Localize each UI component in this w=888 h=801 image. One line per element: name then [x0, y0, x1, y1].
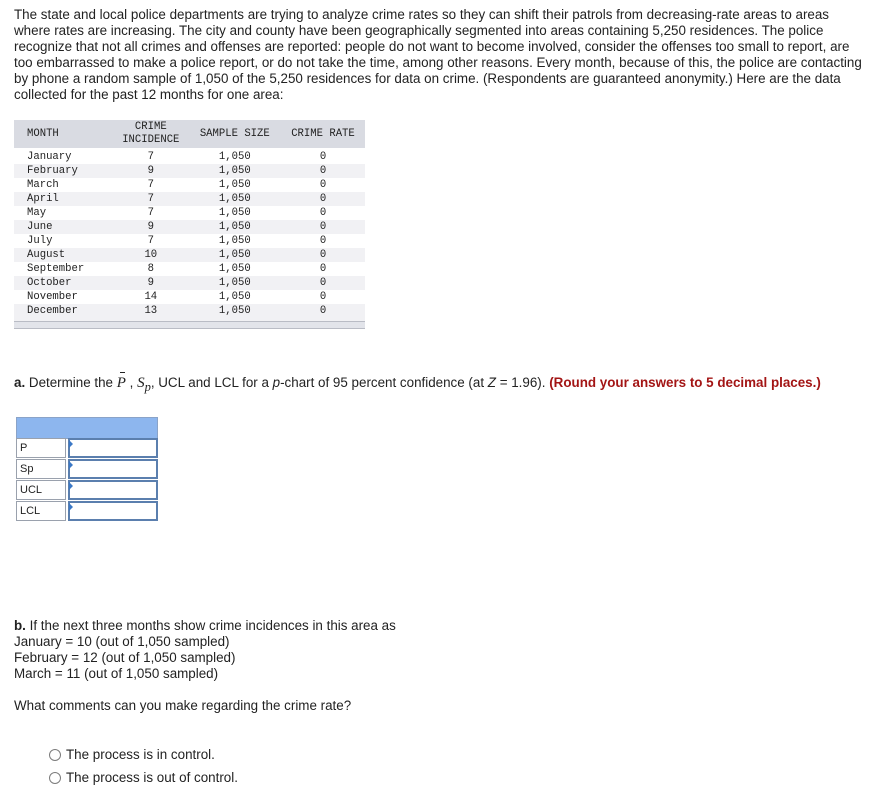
part-a-prompt	[14, 374, 821, 396]
cell-sample-size: 1,050	[189, 192, 281, 206]
table-footer-bar	[14, 321, 365, 329]
cell-month: December	[14, 304, 113, 324]
answer-input-sp[interactable]	[68, 459, 158, 479]
part-a-letter: a.	[14, 375, 26, 390]
answer-row	[16, 459, 158, 479]
part-b-question: What comments can you make regarding the crime rate?	[14, 698, 352, 713]
answer-row	[16, 438, 158, 458]
answer-options	[49, 743, 238, 789]
answer-input-lcl[interactable]	[68, 501, 158, 521]
table-row	[14, 178, 365, 192]
cell-month: November	[27, 291, 78, 303]
cell-sample-size: 1,050	[189, 220, 281, 234]
header-incidence-line1: CRIME	[134, 121, 167, 133]
sp-symbol	[137, 375, 151, 394]
cell-crime-rate: 0	[319, 291, 327, 303]
cell-month: January	[27, 151, 72, 163]
cell-crime-rate: 0	[281, 248, 365, 262]
cell-month: June	[14, 220, 113, 234]
cell-month: September	[27, 263, 85, 275]
problem-intro: The state and local police departments are trying to analyze crime rates so they can shift their patrols from decreasing-rate areas to areas where rates are increasing. The city and county have been geographically segmented into areas containing 5,250 residences. The police recognize that not all crimes and offenses are reported: people do not want to become involved, consider the offenses too small to report, are too embarrassed to make a police report, or do not take the time, among other reasons. Every month, because of this, the police are contacting by phone a random sample of 1,050 of the 5,250 residences for data on crime. (Respondents are guaranteed anonymity.) Here are the data collected for the past 12 months for one area:	[14, 7, 862, 102]
cell-sample-size: 1,050	[218, 263, 251, 275]
p-bar-symbol: P	[116, 375, 126, 391]
table-row	[14, 164, 365, 178]
table-header-row	[14, 120, 365, 148]
cell-sample-size: 1,050	[218, 235, 251, 247]
cell-sample-size: 1,050	[189, 164, 281, 178]
cell-incidence: 9	[113, 164, 189, 178]
answer-input-p[interactable]	[68, 438, 158, 458]
cell-incidence: 13	[113, 304, 189, 324]
header-sample-size: SAMPLE SIZE	[189, 120, 281, 148]
cell-sample-size: 1,050	[218, 291, 251, 303]
answer-label: P	[16, 438, 66, 458]
cell-sample-size: 1,050	[218, 179, 251, 191]
p-chart-symbol: p	[272, 375, 281, 390]
cell-incidence: 7	[147, 151, 154, 163]
crime-data-table	[14, 120, 365, 324]
cell-crime-rate: 0	[319, 151, 327, 163]
table-row	[14, 148, 365, 164]
part-a-comma: ,	[125, 375, 138, 390]
sp-sub: p	[144, 380, 151, 394]
option-in-control[interactable]	[49, 743, 238, 766]
sp-s: S	[137, 375, 145, 391]
table-row	[14, 248, 365, 262]
cell-crime-rate: 0	[319, 207, 327, 219]
radio-button-icon[interactable]	[49, 749, 61, 761]
table-row	[14, 276, 365, 290]
cell-sample-size: 1,050	[189, 304, 281, 324]
cell-incidence: 10	[113, 248, 189, 262]
cell-sample-size: 1,050	[189, 248, 281, 262]
cell-month: April	[14, 192, 113, 206]
cell-sample-size: 1,050	[218, 207, 251, 219]
answer-label: LCL	[16, 501, 66, 521]
cell-incidence: 9	[113, 276, 189, 290]
cell-crime-rate: 0	[281, 164, 365, 178]
cell-month: May	[27, 207, 47, 219]
cell-month: October	[14, 276, 113, 290]
rounding-hint: (Round your answers to 5 decimal places.)	[549, 375, 821, 390]
cell-crime-rate: 0	[281, 192, 365, 206]
header-crime-incidence	[113, 120, 189, 148]
part-a-text1: Determine the	[25, 375, 117, 390]
part-b-prompt	[14, 618, 396, 682]
cell-incidence: 7	[147, 207, 154, 219]
header-incidence-line2: INCIDENCE	[122, 134, 180, 146]
table-row	[14, 234, 365, 248]
answer-row	[16, 480, 158, 500]
answer-label: UCL	[16, 480, 66, 500]
radio-button-icon[interactable]	[49, 772, 61, 784]
part-b-line: February = 12 (out of 1,050 sampled)	[14, 650, 236, 665]
table-row	[14, 206, 365, 220]
cell-incidence: 7	[113, 192, 189, 206]
header-crime-rate: CRIME RATE	[281, 120, 365, 148]
cell-sample-size: 1,050	[218, 151, 251, 163]
cell-crime-rate: 0	[281, 304, 365, 324]
part-b-intro	[14, 618, 396, 634]
option-label: The process is out of control.	[66, 770, 238, 785]
part-b-letter: b.	[14, 618, 26, 633]
cell-crime-rate: 0	[319, 179, 327, 191]
cell-incidence: 8	[147, 263, 154, 275]
answer-table-header	[16, 417, 158, 439]
cell-sample-size: 1,050	[189, 276, 281, 290]
cell-month: July	[27, 235, 53, 247]
part-b-line: January = 10 (out of 1,050 sampled)	[14, 634, 230, 649]
cell-month: August	[14, 248, 113, 262]
part-a-text3: -chart of 95 percent confidence (at	[280, 375, 488, 390]
cell-incidence: 9	[113, 220, 189, 234]
part-b-line: March = 11 (out of 1,050 sampled)	[14, 666, 219, 681]
table-row	[14, 262, 365, 276]
option-out-of-control[interactable]	[49, 766, 238, 789]
cell-month: February	[14, 164, 113, 178]
cell-crime-rate: 0	[319, 263, 327, 275]
answer-input-ucl[interactable]	[68, 480, 158, 500]
table-row	[14, 192, 365, 206]
cell-incidence: 14	[144, 291, 158, 303]
cell-month: March	[27, 179, 59, 191]
part-b-text: If the next three months show crime incidences in this area as	[25, 618, 396, 633]
cell-incidence: 7	[147, 179, 154, 191]
answer-row	[16, 501, 158, 521]
answer-label: Sp	[16, 459, 66, 479]
part-a-text2: , UCL and LCL for a	[150, 375, 273, 390]
table-row	[14, 220, 365, 234]
cell-incidence: 7	[147, 235, 154, 247]
cell-crime-rate: 0	[319, 235, 327, 247]
option-label: The process is in control.	[66, 747, 215, 762]
table-row	[14, 290, 365, 304]
cell-crime-rate: 0	[281, 220, 365, 234]
z-symbol: Z	[487, 375, 496, 390]
header-month: MONTH	[14, 120, 113, 148]
part-a-text4: = 1.96).	[495, 375, 550, 390]
cell-crime-rate: 0	[281, 276, 365, 290]
